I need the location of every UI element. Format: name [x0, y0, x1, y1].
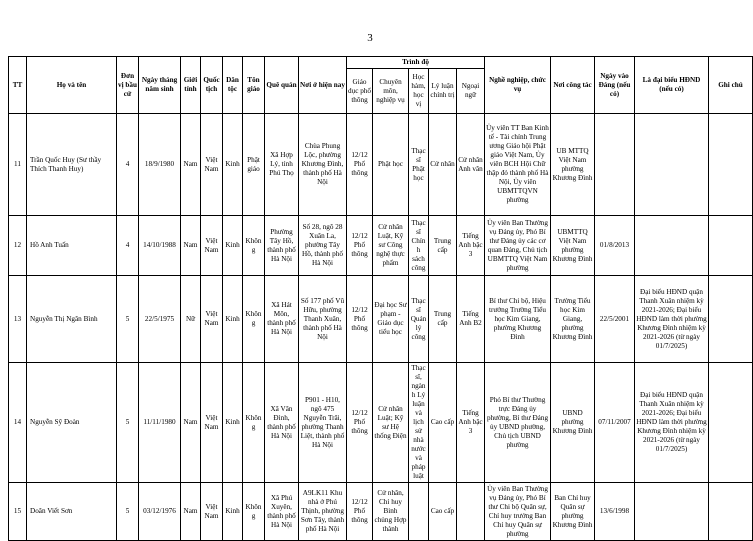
cell-delegate: [635, 114, 709, 216]
cell-edu-degree: Thạc sĩ Quản lý công: [409, 276, 429, 363]
cell-tt: 13: [9, 276, 27, 363]
cell-occupation: Ủy viên TT Ban Kinh tế - Tài chính Trung ương Giáo hội Phật giáo Việt Nam, Ủy viên BCH Hội Chữ thập đỏ thành phố Hà Nội, Ủy viên UBMTTQVN phường: [485, 114, 551, 216]
cell-religion: Không: [243, 276, 265, 363]
cell-edu-language: [457, 483, 485, 541]
cell-workplace: Ban Chỉ huy Quân sự phường Khương Đình: [551, 483, 595, 541]
cell-name: Trần Quốc Huy (Sư thầy Thích Thanh Huy): [27, 114, 117, 216]
header-edu-politics: Lý luận chính trị: [429, 69, 457, 114]
header-unit: Đơn vị bầu cử: [117, 57, 139, 114]
cell-edu-specialty: Cử nhân, Chỉ huy Binh chủng Hợp thành: [373, 483, 409, 541]
cell-edu-degree: Thạc sĩ Phật học: [409, 114, 429, 216]
cell-religion: Phật giáo: [243, 114, 265, 216]
cell-edu-degree: Thạc sĩ Chính sách công: [409, 216, 429, 276]
header-sex: Giới tính: [181, 57, 201, 114]
cell-edu-specialty: Đại học Sư phạm - Giáo dục tiểu học: [373, 276, 409, 363]
table-row: [9, 114, 753, 216]
table-row: [9, 276, 753, 363]
header-edu-specialty: Chuyên môn, nghiệp vụ: [373, 69, 409, 114]
cell-occupation: Phó Bí thư Thường trực Đảng ủy phường, Bí thư Đảng ủy UBND phường, Chủ tịch UBND phường: [485, 363, 551, 483]
cell-edu-degree: [409, 483, 429, 541]
cell-unit: 5: [117, 276, 139, 363]
cell-delegate: Đại biểu HĐND quận Thanh Xuân nhiệm kỳ 2021-2026; Đại biểu HĐND làm thời phường Khương Đình nhiệm kỳ 2021-2026 (từ ngày 01/7/2025): [635, 363, 709, 483]
cell-residence: Chùa Phung Lộc, phường Khương Đình, thành phố Hà Nội: [299, 114, 347, 216]
cell-workplace: UBMTTQ Việt Nam phường Khương Đình: [551, 216, 595, 276]
cell-unit: 5: [117, 483, 139, 541]
cell-party-date: [595, 114, 635, 216]
cell-ethnic: Kinh: [223, 363, 243, 483]
cell-edu-language: Tiếng Anh bậc 3: [457, 216, 485, 276]
cell-sex: Nam: [181, 216, 201, 276]
cell-note: [709, 114, 753, 216]
cell-edu-politics: Trung cấp: [429, 216, 457, 276]
cell-edu-general: 12/12 Phổ thông: [347, 276, 373, 363]
cell-edu-language: Tiếng Anh B2: [457, 276, 485, 363]
cell-sex: Nam: [181, 114, 201, 216]
cell-dob: 22/5/1975: [139, 276, 181, 363]
cell-hometown: Xã Phú Xuyên, thành phố Hà Nội: [265, 483, 299, 541]
header-education-group: Trình độ: [347, 57, 485, 69]
cell-edu-language: Tiếng Anh bậc 3: [457, 363, 485, 483]
cell-dob: 11/11/1980: [139, 363, 181, 483]
cell-residence: Số 28, ngõ 28 Xuân La, phường Tây Hồ, thành phố Hà Nội: [299, 216, 347, 276]
cell-tt: 12: [9, 216, 27, 276]
cell-unit: 4: [117, 114, 139, 216]
cell-hometown: Phường Tây Hồ, thành phố Hà Nội: [265, 216, 299, 276]
cell-name: Nguyễn Thị Ngân Bình: [27, 276, 117, 363]
cell-ethnic: Kinh: [223, 114, 243, 216]
cell-name: Nguyễn Sỹ Đoàn: [27, 363, 117, 483]
page-number: 3: [367, 32, 373, 44]
cell-note: [709, 216, 753, 276]
cell-ethnic: Kinh: [223, 216, 243, 276]
cell-delegate: [635, 483, 709, 541]
cell-note: [709, 276, 753, 363]
header-hometown: Quê quán: [265, 57, 299, 114]
cell-religion: Không: [243, 363, 265, 483]
cell-occupation: Ủy viên Ban Thường vụ Đảng ủy, Phó Bí thư Đảng ủy các cơ quan Đảng, Chủ tịch UBMTTQ Việt Nam phường: [485, 216, 551, 276]
header-name: Họ và tên: [27, 57, 117, 114]
cell-ethnic: Kinh: [223, 483, 243, 541]
cell-edu-politics: Cao cấp: [429, 483, 457, 541]
cell-nation: Việt Nam: [201, 363, 223, 483]
cell-hometown: Xã Vân Đình, thành phố Hà Nội: [265, 363, 299, 483]
cell-edu-general: 12/12 Phổ thông: [347, 483, 373, 541]
cell-delegate: Đại biểu HĐND quận Thanh Xuân nhiệm kỳ 2021-2026; Đại biểu HĐND làm thời phường Khương Đình nhiệm kỳ 2021-2026 (từ ngày 01/7/2025): [635, 276, 709, 363]
cell-party-date: 07/11/2007: [595, 363, 635, 483]
cell-hometown: Xã Hát Môn, thành phố Hà Nội: [265, 276, 299, 363]
cell-nation: Việt Nam: [201, 216, 223, 276]
cell-occupation: Bí thư Chi bộ, Hiệu trưởng Trường Tiểu học Kim Giang, phường Khương Đình: [485, 276, 551, 363]
cell-nation: Việt Nam: [201, 483, 223, 541]
cell-note: [709, 363, 753, 483]
header-religion: Tôn giáo: [243, 57, 265, 114]
header-workplace: Nơi công tác: [551, 57, 595, 114]
header-edu-language: Ngoại ngữ: [457, 69, 485, 114]
cell-tt: 15: [9, 483, 27, 541]
cell-ethnic: Kinh: [223, 276, 243, 363]
cell-name: Doãn Viết Sơn: [27, 483, 117, 541]
header-nation: Quốc tịch: [201, 57, 223, 114]
cell-residence: P901 - H10, ngõ 475 Nguyễn Trãi, phường Thanh Liệt, thành phố Hà Nội: [299, 363, 347, 483]
cell-sex: Nam: [181, 483, 201, 541]
cell-party-date: 22/5/2001: [595, 276, 635, 363]
cell-edu-general: 12/12 Phổ thông: [347, 216, 373, 276]
cell-religion: Không: [243, 216, 265, 276]
header-occupation: Nghề nghiệp, chức vụ: [485, 57, 551, 114]
cell-dob: 03/12/1976: [139, 483, 181, 541]
cell-workplace: UB MTTQ Việt Nam phường Khương Đình: [551, 114, 595, 216]
table-row: [9, 216, 753, 276]
cell-edu-general: 12/12 Phổ thông: [347, 363, 373, 483]
cell-edu-language: Cử nhân Anh văn: [457, 114, 485, 216]
cell-sex: Nữ: [181, 276, 201, 363]
cell-tt: 14: [9, 363, 27, 483]
cell-workplace: Trường Tiểu học Kim Giang, phường Khương Đình: [551, 276, 595, 363]
cell-edu-politics: Cử nhân: [429, 114, 457, 216]
cell-nation: Việt Nam: [201, 276, 223, 363]
header-tt: TT: [9, 57, 27, 114]
cell-nation: Việt Nam: [201, 114, 223, 216]
cell-unit: 4: [117, 216, 139, 276]
header-delegate: Là đại biểu HĐND (nếu có): [635, 57, 709, 114]
cell-edu-specialty: Cử nhân Luật, Kỹ sư Công nghệ thực phẩm: [373, 216, 409, 276]
header-party-date: Ngày vào Đảng (nếu có): [595, 57, 635, 114]
header-edu-degree: Học hàm, học vị: [409, 69, 429, 114]
cell-edu-specialty: Cử nhân Luật; Kỹ sư Hệ thống Điện: [373, 363, 409, 483]
header-residence: Nơi ở hiện nay: [299, 57, 347, 114]
header-edu-general: Giáo dục phổ thông: [347, 69, 373, 114]
cell-party-date: 13/6/1998: [595, 483, 635, 541]
cell-edu-politics: Cao cấp: [429, 363, 457, 483]
cell-hometown: Xã Hợp Lý, tỉnh Phú Thọ: [265, 114, 299, 216]
cell-residence: Số 177 phố Vũ Hữu, phường Thanh Xuân, thành phố Hà Nội: [299, 276, 347, 363]
cell-party-date: 01/8/2013: [595, 216, 635, 276]
header-ethnic: Dân tộc: [223, 57, 243, 114]
cell-occupation: Ủy viên Ban Thường vụ Đảng ủy, Phó Bí thư Chi bộ Quân sự, Chỉ huy trưởng Ban Chỉ huy Quân sự phường: [485, 483, 551, 541]
cell-delegate: [635, 216, 709, 276]
header-note: Ghi chú: [709, 57, 753, 114]
cell-name: Hồ Anh Tuấn: [27, 216, 117, 276]
cell-edu-general: 12/12 Phổ thông: [347, 114, 373, 216]
cell-dob: 18/9/1980: [139, 114, 181, 216]
header-dob: Ngày tháng năm sinh: [139, 57, 181, 114]
cell-sex: Nam: [181, 363, 201, 483]
cell-edu-degree: Thạc sĩ, ngành Lý luận và lịch sử nhà nước và pháp luật: [409, 363, 429, 483]
candidate-table: [8, 56, 753, 541]
cell-tt: 11: [9, 114, 27, 216]
cell-dob: 14/10/1988: [139, 216, 181, 276]
cell-religion: Không: [243, 483, 265, 541]
cell-note: [709, 483, 753, 541]
cell-edu-politics: Trung cấp: [429, 276, 457, 363]
cell-edu-specialty: Phật học: [373, 114, 409, 216]
table-row: [9, 363, 753, 483]
cell-workplace: UBND phường Khương Đình: [551, 363, 595, 483]
table-row: [9, 483, 753, 541]
cell-unit: 5: [117, 363, 139, 483]
cell-residence: A9LK11 Khu nhà ở Phú Thịnh, phường Sơn Tây, thành phố Hà Nội: [299, 483, 347, 541]
